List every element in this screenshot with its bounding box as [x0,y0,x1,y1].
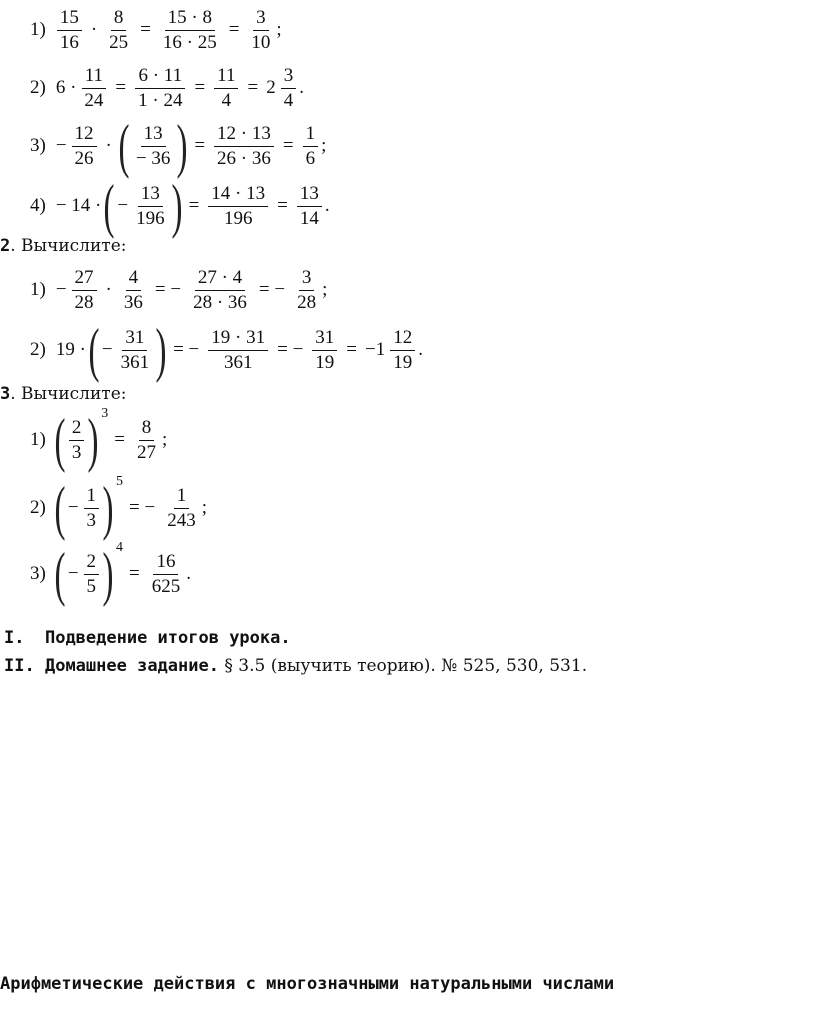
s2-item-2: 2) 19 · ( − $\frac{31}{361}$ ) = − $\frac{19 \cdot 31}{361}$ = − $\frac{31}{19}$ = −1 12 19 . [30,317,423,383]
s1-item-3: 3) − $\frac{12}{26}$ · ( 13 − 36 ) = $\frac{12 \cdot 13}{26 \cdot 36}$ = $\frac{1}{6}$ ; [30,113,327,179]
section2-heading: 2. Вычислите: [0,236,127,256]
fraction: $\frac{3}{10}$ [251,6,271,53]
s2-item-1: 1) − $\frac{27}{28}$ · $\frac{4}{36}$ = − $\frac{27 \cdot 4}{28 \cdot 36}$ = − $\frac{3}{28}$ ; [30,266,328,313]
s3-item-1: 1) ( 2 3 ) 3 = $\frac{8}{27}$ ; [30,406,168,473]
fraction: $\frac{8}{25}$ [109,6,129,53]
s1-item-2: 2) 6 · $\frac{11}{24}$ = $\frac{6 \cdot 11}{1 \cdot 24}$ = $\frac{11}{4}$ = 2 3 4 . [30,64,304,111]
s1-item-4: 4) − 14 · ( − $\frac{13}{196}$ ) = $\frac{14 \cdot 13}{196}$ = $\frac{13}{14}$ . [30,173,330,239]
summary-item-i: I. Подведение итогов урока. [4,628,291,648]
summary-item-ii: II. Домашнее задание. § 3.5 (выучить теорию). № 525, 530, 531. [4,656,588,676]
s1-item-1: 1) 15 16 · $\frac{8}{25}$ = $\frac{15 \cdot 8}{16 \cdot 25}$ = $\frac{3}{10}$ ; [30,6,282,53]
section3-heading: 3. Вычислите: [0,384,127,404]
s3-item-2: 2) ( − $\frac{1}{3}$ ) 5 = − $\frac{1}{243}$ ; [30,474,207,541]
fraction: $\frac{15 \cdot 8}{16 \cdot 25}$ [162,6,217,53]
fraction: 15 16 [57,6,82,55]
s3-item-3: 3) ( − $\frac{2}{5}$ ) 4 = $\frac{16}{625}$ . [30,540,191,607]
next-lesson-title: Арифметические действия с многозначными натуральными числами [0,974,615,994]
